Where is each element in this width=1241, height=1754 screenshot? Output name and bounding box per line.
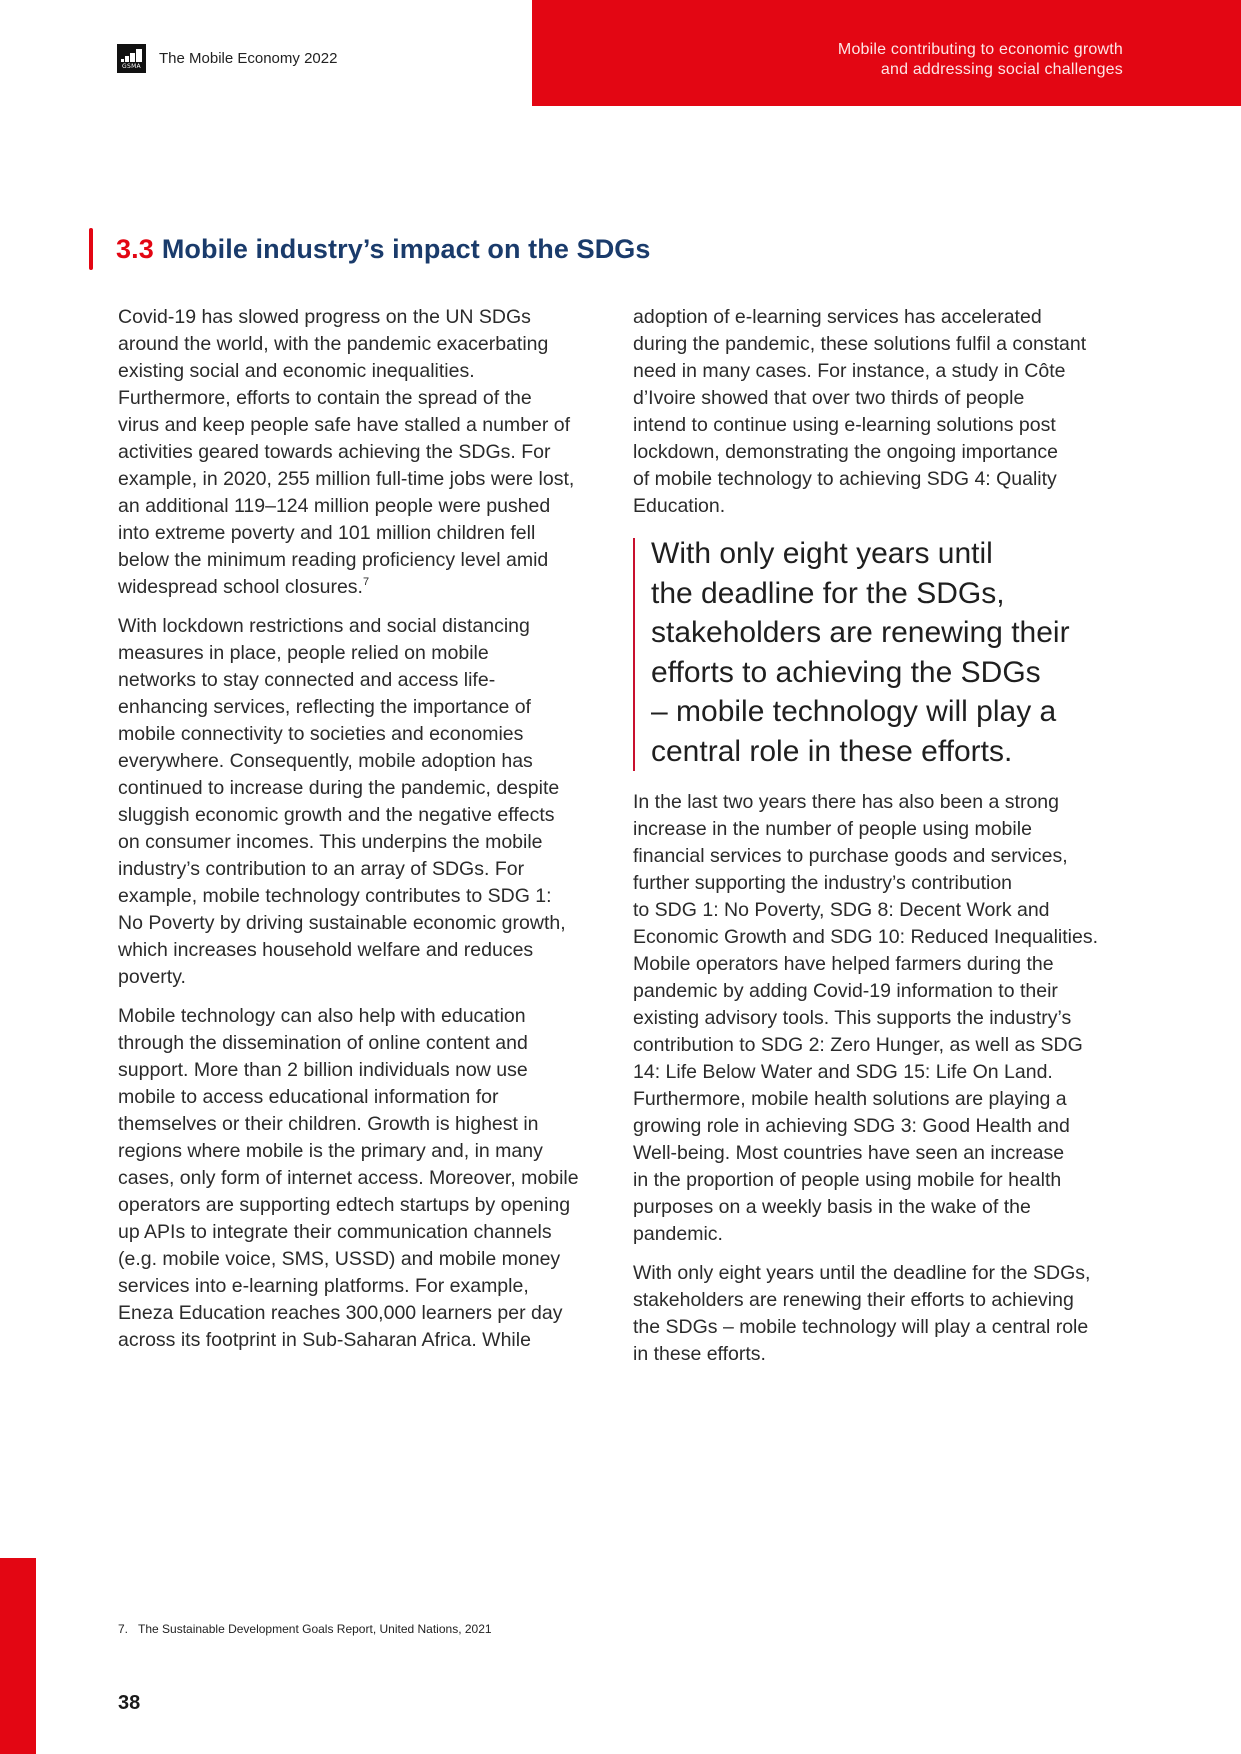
text-line: Economic Growth and SDG 10: Reduced Inequalities. [633, 926, 1099, 948]
chapter-title-line: Mobile contributing to economic growth [837, 41, 1123, 58]
text-line: Education. [633, 495, 726, 517]
text-line: Furthermore, efforts to contain the spread of the [118, 387, 532, 409]
text-line: mobile to access educational information for [118, 1086, 499, 1108]
text-line: growing role in achieving SDG 3: Good Health and [633, 1115, 1070, 1137]
text-line: adoption of e-learning services has accelerated [633, 306, 1042, 328]
section-title: Mobile industry’s impact on the SDGs [161, 233, 651, 264]
pull-quote-text [651, 534, 1133, 771]
footnote-number: 7. [118, 1622, 129, 1636]
text-line: activities geared towards achieving the SDGs. For [118, 441, 551, 463]
pull-quote-accent-rule [633, 538, 635, 771]
footnote-ref[interactable]: 7 [362, 576, 370, 588]
footnote [118, 1622, 492, 1636]
text-line: industry’s contribution to an array of SDGs. For [118, 858, 525, 880]
side-accent-bar [0, 1558, 36, 1754]
heading-accent-rule [89, 228, 93, 270]
text-line: Mobile technology can also help with education [118, 1005, 526, 1027]
paragraph [118, 1003, 618, 1354]
text-line: With only eight years until the deadline for the SDGs, [633, 1262, 1091, 1284]
text-line: of mobile technology to achieving SDG 4: Quality [633, 468, 1057, 490]
text-line: Covid-19 has slowed progress on the UN SDGs [118, 306, 531, 328]
text-line: Furthermore, mobile health solutions are playing a [633, 1088, 1067, 1110]
text-line [118, 574, 618, 601]
text-line: networks to stay connected and access life- [118, 669, 496, 691]
text-line: into extreme poverty and 101 million children fell [118, 522, 536, 544]
text-line: sluggish economic growth and the negative effects [118, 804, 555, 826]
text-line: intend to continue using e-learning solutions post [633, 414, 1056, 436]
text-line: financial services to purchase goods and services, [633, 845, 1068, 867]
text-line: everywhere. Consequently, mobile adoption has [118, 750, 533, 772]
text-line: With lockdown restrictions and social distancing [118, 615, 530, 637]
text-line: themselves or their children. Growth is highest in [118, 1113, 539, 1135]
text-line: Mobile operators have helped farmers during the [633, 953, 1054, 975]
text-line: measures in place, people relied on mobile [118, 642, 489, 664]
text-line: through the dissemination of online content and [118, 1032, 528, 1054]
text-line: increase in the number of people using mobile [633, 818, 1032, 840]
section-heading [89, 228, 651, 270]
text-line: regions where mobile is the primary and, in many [118, 1140, 543, 1162]
text-line: up APIs to integrate their communication channels [118, 1221, 552, 1243]
right-column [633, 304, 1133, 1380]
text-line: stakeholders are renewing their efforts to achieving [633, 1289, 1074, 1311]
text-line: need in many cases. For instance, a study in Côte [633, 360, 1066, 382]
paragraph [118, 613, 618, 991]
chapter-title [838, 40, 1123, 80]
chapter-banner [532, 0, 1241, 106]
text-line: 14: Life Below Water and SDG 15: Life On Land. [633, 1061, 1053, 1083]
text-line: to SDG 1: No Poverty, SDG 8: Decent Work and [633, 899, 1050, 921]
paragraph [633, 789, 1133, 1248]
text-line: central role in these efforts. [651, 734, 1013, 768]
text-line: (e.g. mobile voice, SMS, USSD) and mobile money [118, 1248, 561, 1270]
text-line: existing social and economic inequalities. [118, 360, 475, 382]
section-number: 3.3 [116, 233, 154, 264]
text-line: which increases household welfare and reduces [118, 939, 534, 961]
footnote-text: The Sustainable Development Goals Report, United Nations, 2021 [138, 1622, 492, 1636]
text-line: lockdown, demonstrating the ongoing importance [633, 441, 1058, 463]
text-line: pandemic by adding Covid-19 information to their [633, 980, 1058, 1002]
text-line: below the minimum reading proficiency level amid [118, 549, 549, 571]
text-line: around the world, with the pandemic exacerbating [118, 333, 549, 355]
pull-quote [633, 534, 1133, 771]
text-line: pandemic. [633, 1223, 723, 1245]
text-line: enhancing services, reflecting the importance of [118, 696, 531, 718]
text-line: Eneza Education reaches 300,000 learners per day [118, 1302, 563, 1324]
text-line: mobile connectivity to societies and economies [118, 723, 524, 745]
text-line: in the proportion of people using mobile for health [633, 1169, 1062, 1191]
text-line: contribution to SDG 2: Zero Hunger, as well as SDG [633, 1034, 1083, 1056]
text-line: the SDGs – mobile technology will play a central role [633, 1316, 1089, 1338]
text-line: No Poverty by driving sustainable economic growth, [118, 912, 566, 934]
text-line: on consumer incomes. This underpins the mobile [118, 831, 543, 853]
text-line: continued to increase during the pandemic, despite [118, 777, 560, 799]
text-line: an additional 119–124 million people were pushed [118, 495, 551, 517]
text-line: during the pandemic, these solutions fulfil a constant [633, 333, 1087, 355]
text-line: poverty. [118, 966, 186, 988]
report-title: The Mobile Economy 2022 [159, 50, 338, 67]
text-line: In the last two years there has also been a strong [633, 791, 1060, 813]
text-line: cases, only form of internet access. Moreover, mobile [118, 1167, 579, 1189]
text-line: in these efforts. [633, 1343, 766, 1365]
text-line: Well-being. Most countries have seen an increase [633, 1142, 1065, 1164]
text-line: purposes on a weekly basis in the wake of the [633, 1196, 1031, 1218]
chapter-title-line: and addressing social challenges [880, 61, 1123, 78]
logo-text: GSMA [122, 63, 141, 70]
paragraph [118, 304, 618, 601]
text-line: example, mobile technology contributes to SDG 1: [118, 885, 552, 907]
paragraph [633, 1260, 1133, 1368]
text-line: services into e-learning platforms. For example, [118, 1275, 529, 1297]
text-line: – mobile technology will play a [651, 695, 1057, 728]
text-line: existing advisory tools. This supports the industry’s [633, 1007, 1072, 1029]
text-line: example, in 2020, 255 million full-time jobs were lost, [118, 468, 575, 490]
text-line: With only eight years until [651, 537, 993, 570]
text-line: efforts to achieving the SDGs [651, 655, 1041, 689]
text-line: further supporting the industry’s contribution [633, 872, 1013, 894]
gsma-logo-icon [117, 44, 146, 73]
text-segment: widespread school closures. [118, 576, 363, 598]
text-line: the deadline for the SDGs, [651, 576, 1005, 610]
text-line: d’Ivoire showed that over two thirds of people [633, 387, 1025, 409]
page-number: 38 [118, 1692, 141, 1714]
left-column [118, 304, 618, 1366]
paragraph [633, 304, 1133, 520]
text-line: across its footprint in Sub-Saharan Africa. While [118, 1329, 531, 1351]
text-line: stakeholders are renewing their [651, 616, 1070, 649]
text-line: operators are supporting edtech startups by opening [118, 1194, 571, 1216]
text-line: support. More than 2 billion individuals now use [118, 1059, 528, 1081]
text-line: virus and keep people safe have stalled a number of [118, 414, 571, 436]
running-header [117, 44, 337, 73]
page-title [116, 234, 651, 265]
